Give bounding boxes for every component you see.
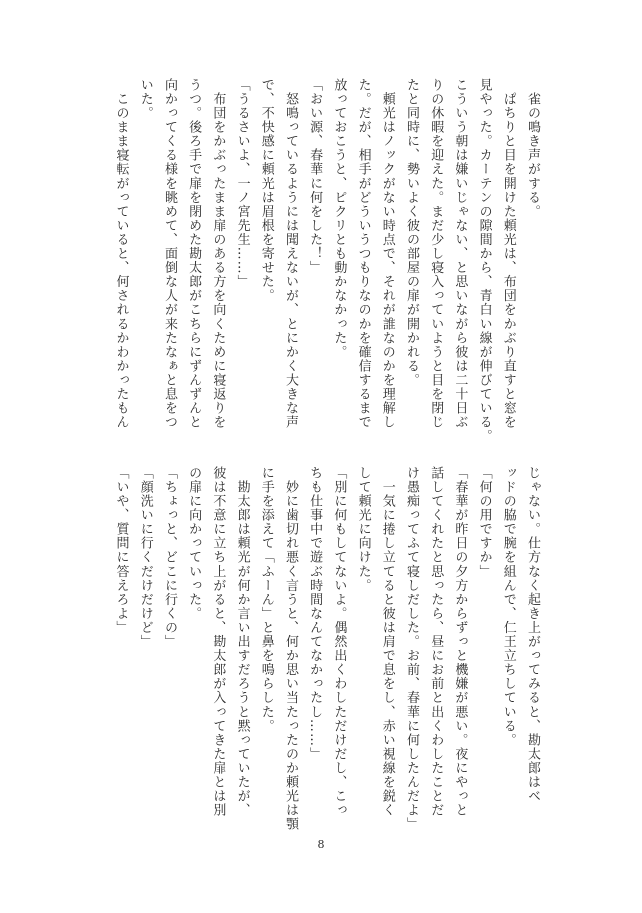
text-line: で、不快感に頼光は眉根を寄せた。 xyxy=(258,78,274,303)
text-line: 話してくれたと思ったら、昼にお前と出くわしたことだ xyxy=(428,466,444,818)
text-line: うつ。後ろ手で扉を閉めた勘太郎がこちらにずんずんと xyxy=(186,78,202,430)
text-block-lower xyxy=(108,466,544,832)
text-line: 勘太郎は頼光が何か言い出すだろうと黙っていたが、 xyxy=(234,466,250,818)
text-line: 布団をかぶったまま扉のある方を向くために寝返りを xyxy=(210,78,226,430)
text-line: 「顔洗いに行くだけだけど」 xyxy=(137,466,153,649)
text-line: 頼光はノックがない時点で、それが誰なのかを理解し xyxy=(379,78,395,430)
text-line: 「ちょっと、どこに行くの」 xyxy=(161,466,177,649)
text-line: 放っておこうと、ピクリとも動かなかった。 xyxy=(331,78,347,359)
text-line: 彼は不意に立ち上がると、勘太郎が入ってきた扉とは別 xyxy=(210,466,226,818)
text-line: 「うるさいよ、一ノ宮先生……」 xyxy=(234,78,250,289)
text-line: りの休暇を迎えた。まだ少し寝入っていようと目を閉じ xyxy=(428,78,444,430)
text-line: ちも仕事中で遊ぶ時間なんてなかったし……」 xyxy=(307,466,323,762)
text-line: たと同時に、勢いよく彼の部屋の扉が開かれる。 xyxy=(403,78,419,388)
text-line: 向かってくる様を眺めて、面倒な人が来たなぁと息をつ xyxy=(161,78,177,430)
text-block-upper xyxy=(108,78,544,458)
text-line: 「別に何もしてないよ。偶然出くわしただけだし、こっ xyxy=(331,466,347,818)
text-line: じゃない。仕方なく起き上がってみると、勘太郎はベ xyxy=(525,466,540,804)
text-line: た。だが、相手がどういうつもりなのかを確信するまで xyxy=(355,78,371,430)
text-line: して頼光に向けた。 xyxy=(355,466,371,593)
text-line: このまま寝転がっていると、何されるかわかったもん xyxy=(113,78,129,430)
text-line: 怒鳴っているようには聞えないが、とにかく大きな声 xyxy=(282,78,298,430)
text-line: 雀の鳴き声がする。 xyxy=(525,78,540,219)
text-line: いた。 xyxy=(137,78,153,121)
text-line: の扉に向かっていった。 xyxy=(186,466,202,621)
text-line: け愚痴ってふて寝しだした。お前、春華に何したんだよ」 xyxy=(403,466,419,832)
text-line: 「何の用ですか」 xyxy=(476,466,492,579)
text-line: ッドの脇で腕を組んで、仁王立ちしている。 xyxy=(500,466,516,747)
text-line: 一気に捲し立てると彼は肩で息をし、赤い視線を鋭く xyxy=(379,466,395,818)
text-line: ぱちりと目を開けた頼光は、布団をかぶり直すと窓を xyxy=(500,78,516,430)
text-line: 妙に歯切れ悪く言うと、何か思い当たったのか頼光は顎 xyxy=(282,466,298,832)
text-line: 「おい源、春華に何をした！」 xyxy=(307,78,323,275)
text-line: 「いや、質問に答えろよ」 xyxy=(113,466,129,635)
text-line: こういう朝は嫌いじゃない、と思いながら彼は二十日ぶ xyxy=(452,78,468,430)
page-number: 8 xyxy=(317,838,325,851)
text-line: 「春華が昨日の夕方からずっと機嫌が悪い。夜にやっと xyxy=(452,466,468,818)
text-line: に手を添えて「ふーん」と鼻を鳴らした。 xyxy=(258,466,274,733)
text-line: 見やった。カーテンの隙間から、青白い線が伸びている。 xyxy=(476,78,492,444)
